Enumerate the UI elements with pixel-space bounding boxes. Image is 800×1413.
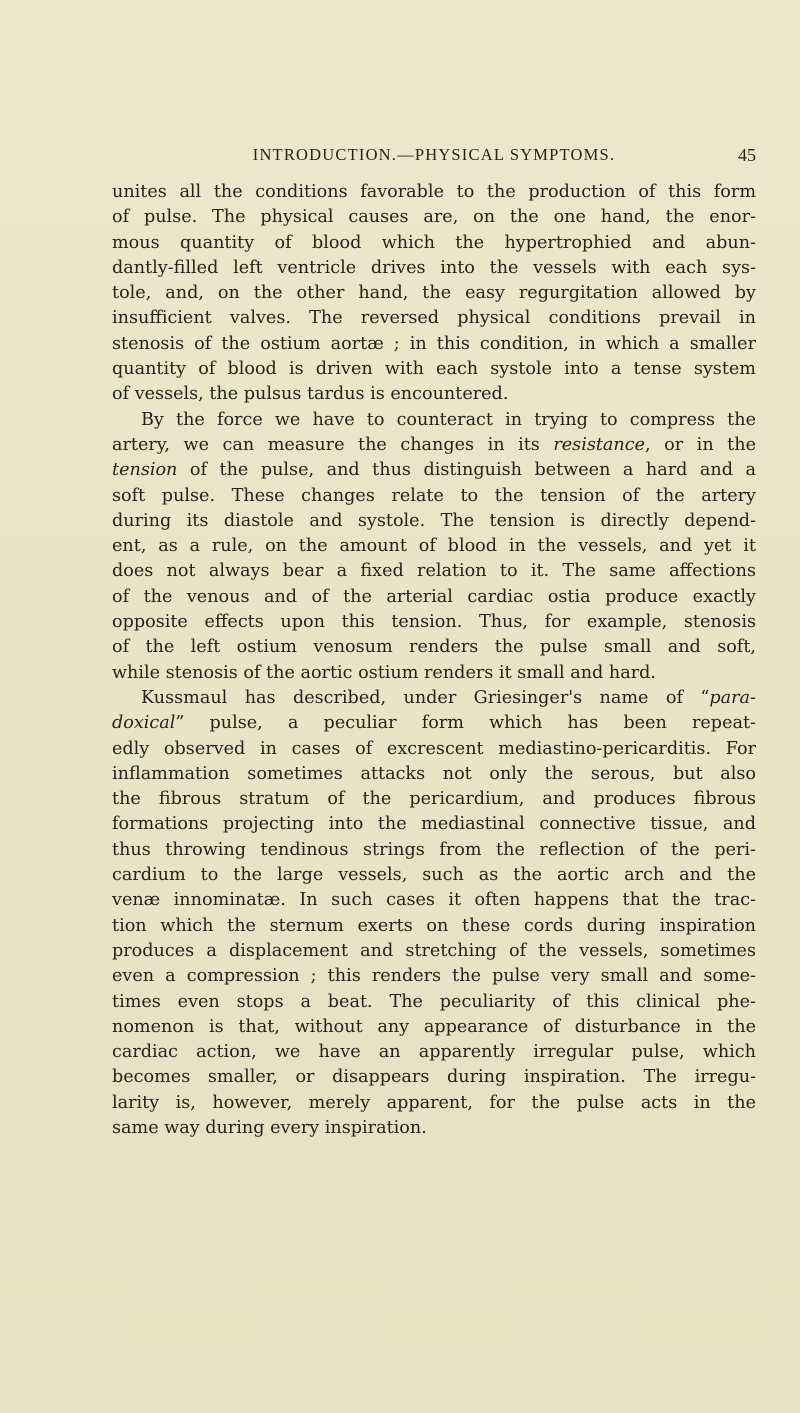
text-line <box>112 990 756 1015</box>
text-line <box>112 281 756 306</box>
body-text <box>112 180 756 1141</box>
text-line <box>112 812 756 837</box>
text-run: unites all the conditions favorable to the production of this form <box>112 182 756 202</box>
text-line <box>112 484 756 509</box>
text-run: quantity of blood is driven with each systole into a tense system <box>112 359 756 380</box>
text-line <box>112 1116 756 1141</box>
text-run: thus throwing tendinous strings from the reflection of the peri- <box>112 839 756 860</box>
text-line <box>112 231 756 256</box>
text-line <box>112 787 756 812</box>
text-run: edly observed in cases of excrescent mediastino-pericarditis. For <box>112 738 756 759</box>
text-run: becomes smaller, or disappears during inspiration. The irregu- <box>112 1067 756 1088</box>
text-run: of the left ostium venosum renders the pulse small and soft, <box>112 637 756 658</box>
text-run: opposite effects upon this tension. Thus, for example, stenosis <box>112 612 756 633</box>
text-run: the fibrous stratum of the pericardium, and produces fibrous <box>112 789 756 810</box>
text-line <box>112 888 756 913</box>
text-line <box>112 585 756 610</box>
text-line <box>112 357 756 382</box>
text-line <box>112 256 756 281</box>
text-run: times even stops a beat. The peculiarity of this clinical phe- <box>112 991 756 1012</box>
italic-term: para- <box>709 687 756 708</box>
text-run: By the force we have to counteract in trying to compress the <box>141 409 756 430</box>
text-run: while stenosis of the aortic ostium renders it small and hard. <box>112 662 656 683</box>
text-line <box>112 737 756 762</box>
text-run: stenosis of the ostium aortæ ; in this condition, in which a smaller <box>112 333 756 354</box>
text-run: mous quantity of blood which the hypertrophied and abun- <box>112 232 756 253</box>
text-line <box>112 1015 756 1040</box>
paragraph <box>112 408 756 686</box>
text-line <box>112 433 756 458</box>
text-run: does not always bear a fixed relation to it. The same affections <box>112 561 756 582</box>
text-run: cardium to the large vessels, such as the aortic arch and the <box>112 865 756 886</box>
text-run: artery, we can measure the changes in its <box>112 434 554 455</box>
paragraph <box>112 180 756 408</box>
text-line <box>112 306 756 331</box>
text-line <box>112 939 756 964</box>
text-line <box>112 382 756 407</box>
text-line <box>112 762 756 787</box>
text-run: ” pulse, a peculiar form which has been repeat- <box>175 713 756 734</box>
running-title: INTRODUCTION.—PHYSICAL SYMPTOMS. <box>252 145 616 164</box>
text-line <box>112 1065 756 1090</box>
text-run: of the venous and of the arterial cardiac ostia produce exactly <box>112 586 756 607</box>
text-run: formations projecting into the mediastinal connective tissue, and <box>112 814 756 835</box>
text-run: soft pulse. These changes relate to the tension of the artery <box>112 485 756 506</box>
text-run: , or in the <box>645 434 756 455</box>
text-line <box>112 914 756 939</box>
text-line <box>112 180 756 205</box>
paragraph <box>112 686 756 1141</box>
text-line <box>112 838 756 863</box>
text-line <box>112 610 756 635</box>
text-line <box>112 964 756 989</box>
text-line <box>112 1091 756 1116</box>
italic-term: resistance <box>553 434 646 455</box>
text-line <box>112 863 756 888</box>
text-run: dantly-filled left ventricle drives into the vessels with each sys- <box>112 257 756 278</box>
text-line <box>112 686 756 711</box>
text-run: venæ innominatæ. In such cases it often happens that the trac- <box>112 890 756 911</box>
text-run: of pulse. The physical causes are, on the one hand, the enor- <box>112 207 756 228</box>
text-run: during its diastole and systole. The tension is directly depend- <box>112 510 756 531</box>
italic-term: doxical <box>112 713 176 734</box>
text-run: nomenon is that, without any appearance of disturbance in the <box>112 1016 756 1037</box>
text-line <box>112 635 756 660</box>
text-run: tole, and, on the other hand, the easy regurgitation allowed by <box>112 283 756 304</box>
text-run: same way during every inspiration. <box>112 1117 427 1138</box>
text-line <box>112 332 756 357</box>
text-line <box>112 534 756 559</box>
text-run: of vessels, the pulsus tardus is encountered. <box>112 384 509 405</box>
text-run: produces a displacement and stretching of the vessels, sometimes <box>112 940 756 961</box>
italic-term: tension <box>112 460 178 481</box>
text-line <box>112 559 756 584</box>
text-run: larity is, however, merely apparent, for the pulse acts in the <box>112 1092 756 1113</box>
text-run: inflammation sometimes attacks not only the serous, but also <box>112 763 756 784</box>
text-line <box>112 408 756 433</box>
text-run: tion which the sternum exerts on these cords during inspiration <box>112 915 756 936</box>
text-line <box>112 205 756 230</box>
page-number: 45 <box>738 145 756 165</box>
text-line <box>112 458 756 483</box>
text-run: even a compression ; this renders the pulse very small and some- <box>112 966 756 987</box>
text-run: cardiac action, we have an apparently irregular pulse, which <box>112 1042 756 1063</box>
text-run: ent, as a rule, on the amount of blood in the vessels, and yet it <box>112 536 756 557</box>
text-run: Kussmaul has described, under Griesinger's name of “ <box>141 687 710 708</box>
text-run: insufficient valves. The reversed physical conditions prevail in <box>112 308 756 329</box>
text-line <box>112 661 756 686</box>
text-line <box>112 711 756 736</box>
text-line <box>112 1040 756 1065</box>
text-run: of the pulse, and thus distinguish between a hard and a <box>177 460 756 481</box>
text-line <box>112 509 756 534</box>
running-head <box>112 143 756 167</box>
